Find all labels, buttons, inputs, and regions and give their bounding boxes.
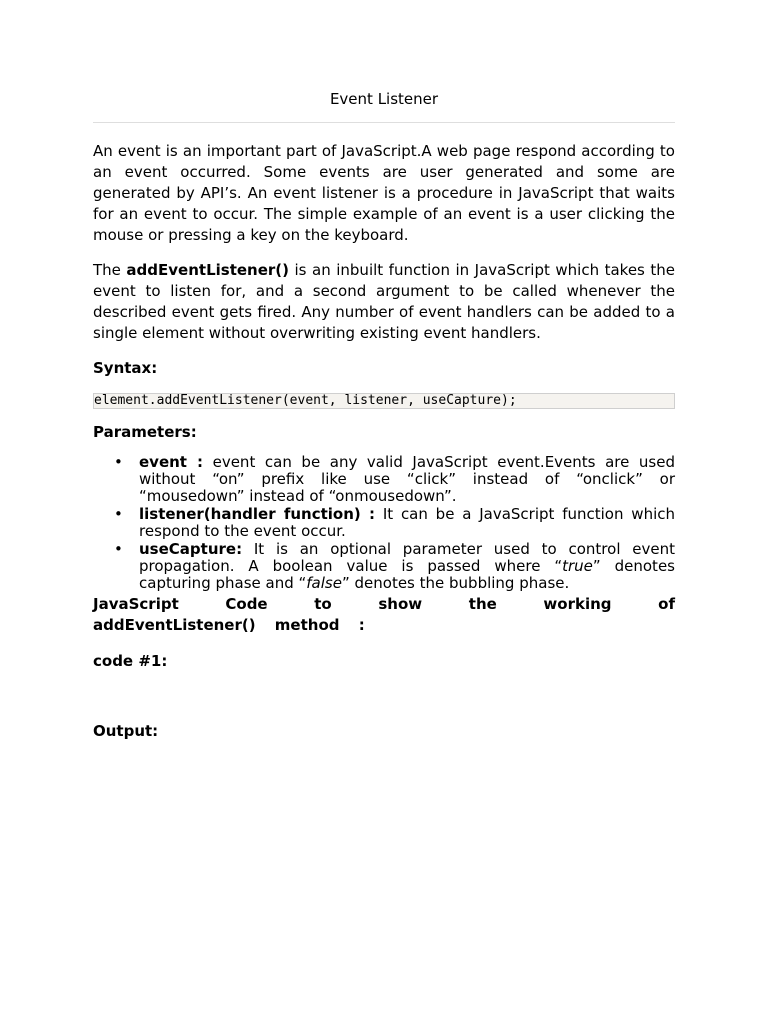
para2-bold-term: addEventListener()	[126, 261, 289, 279]
intro-paragraph: An event is an important part of JavaScript.A web page respond according to an event occurred. Some events are user generated and some are generated by API’s. An event listener is a procedure in JavaScript that waits for an event to occur. The simple example of an event is a user clicking the mouse or pressing a key on the keyboard.	[93, 142, 675, 244]
list-item-usecapture	[114, 540, 675, 592]
param-description-part3: ” denotes the bubbling phase.	[341, 574, 570, 592]
parameters-list	[93, 454, 675, 592]
bullet-marker: •	[114, 453, 123, 471]
code1-heading: code #1:	[93, 652, 168, 670]
document-content	[93, 89, 675, 742]
param-description-part2: ” denotes capturing phase and “	[139, 557, 675, 592]
js-code-heading-text: JavaScript Code to show the working of addEventListener() method :	[93, 595, 675, 634]
syntax-heading: Syntax:	[93, 359, 158, 377]
param-name: useCapture:	[139, 540, 243, 558]
param-italic-true: true	[562, 557, 593, 575]
param-description-part1: It is an optional parameter used to control event propagation. A boolean value is passed where “	[139, 540, 675, 575]
page-title: Event Listener	[329, 90, 439, 108]
param-description: It can be a JavaScript function which respond to the event occur.	[139, 505, 675, 540]
title-divider	[93, 122, 675, 123]
para2-rest: is an inbuilt function in JavaScript which takes the event to listen for, and a second argument to be called whenever the described event gets fired. Any number of event handlers can be added to a single element without overwriting existing event handlers.	[93, 261, 675, 342]
list-item-event	[114, 453, 675, 505]
add-event-listener-paragraph	[93, 260, 675, 344]
parameters-heading: Parameters:	[93, 423, 197, 441]
js-code-heading	[93, 594, 675, 636]
param-name: listener(handler function) :	[139, 505, 376, 523]
param-description: event can be any valid JavaScript event.Events are used without “on” prefix like use “click” instead of “onclick” or “mousedown” instead of “onmousedown”.	[139, 453, 675, 505]
param-name: event :	[139, 453, 204, 471]
bullet-marker: •	[114, 540, 123, 558]
syntax-code-block: element.addEventListener(event, listener, useCapture);	[93, 393, 675, 409]
output-heading: Output:	[93, 722, 159, 740]
bullet-marker: •	[114, 505, 123, 523]
list-item-listener	[114, 505, 675, 540]
para2-prefix: The	[93, 261, 127, 279]
param-italic-false: false	[306, 574, 342, 592]
